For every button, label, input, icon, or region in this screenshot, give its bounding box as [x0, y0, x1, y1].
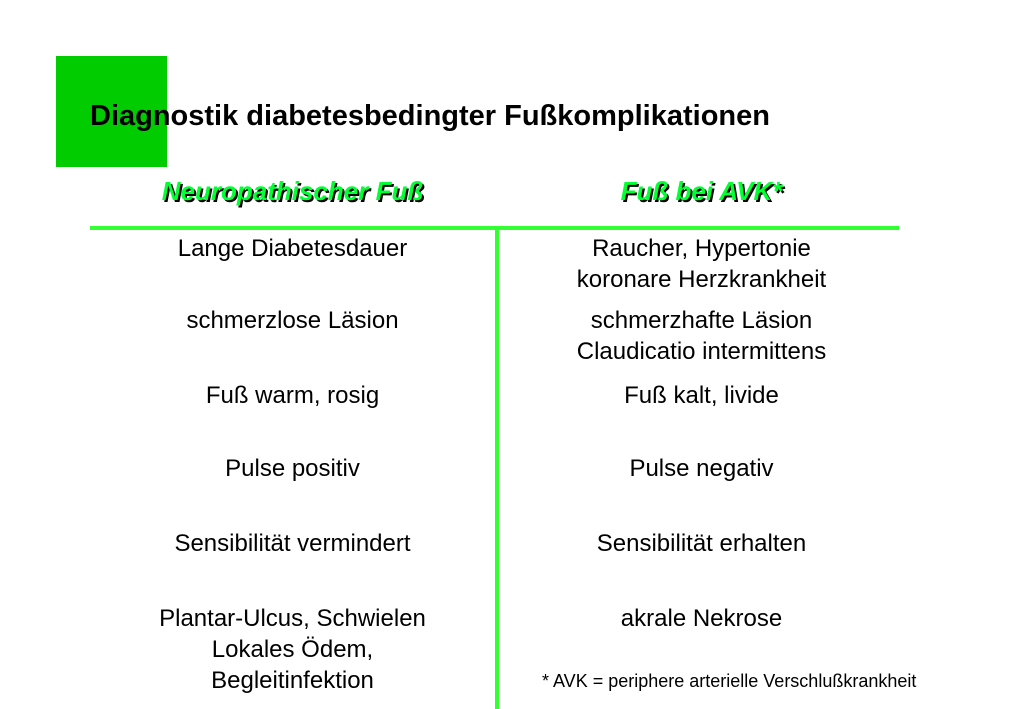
- row-3-right: [499, 380, 904, 411]
- row-5-left: [90, 528, 495, 559]
- row-1-right-line-2: koronare Herzkrankheit: [576, 266, 827, 293]
- row-3-left: [90, 380, 495, 411]
- row-2-left: [90, 305, 495, 336]
- row-4-left-line-1: Pulse positiv: [225, 455, 360, 482]
- row-3-left-line-1: Fuß warm, rosig: [205, 382, 380, 409]
- row-1-left: [90, 233, 495, 264]
- row-5-right: [499, 528, 904, 559]
- row-5-left-line-1: Sensibilität vermindert: [174, 530, 411, 557]
- row-3-right-line-1: Fuß kalt, livide: [624, 382, 779, 409]
- row-2-right-line-1: schmerzhafte Läsion: [590, 307, 813, 334]
- row-6-left-line-3: Begleitinfektion: [211, 667, 374, 694]
- slide-title: Diagnostik diabetesbedingter Fußkomplikationen: [90, 100, 770, 132]
- row-6-left-line-1: Plantar-Ulcus, Schwielen: [159, 605, 426, 632]
- row-2-right-line-2: Claudicatio intermittens: [576, 338, 827, 365]
- row-4-left: [90, 453, 495, 484]
- row-5-right-line-1: Sensibilität erhalten: [596, 530, 807, 557]
- row-4-right-line-1: Pulse negativ: [629, 455, 774, 482]
- left-column-header: Neuropathischer Fuß: [161, 176, 424, 206]
- row-2-left-line-1: schmerzlose Läsion: [186, 307, 399, 334]
- row-1-left-line-1: Lange Diabetesdauer: [177, 235, 408, 262]
- footnote: * AVK = periphere arterielle Verschlußkrankheit: [542, 671, 917, 691]
- right-column-header: Fuß bei AVK*: [620, 176, 783, 206]
- row-4-right: [499, 453, 904, 484]
- row-6-right-line-1: akrale Nekrose: [620, 605, 783, 632]
- row-2-right: [499, 305, 904, 367]
- row-6-left: [90, 603, 495, 696]
- row-6-left-line-2: Lokales Ödem,: [211, 636, 374, 663]
- row-1-right-line-1: Raucher, Hypertonie: [592, 235, 811, 262]
- row-6-right: [499, 603, 904, 634]
- row-1-right: [499, 233, 904, 295]
